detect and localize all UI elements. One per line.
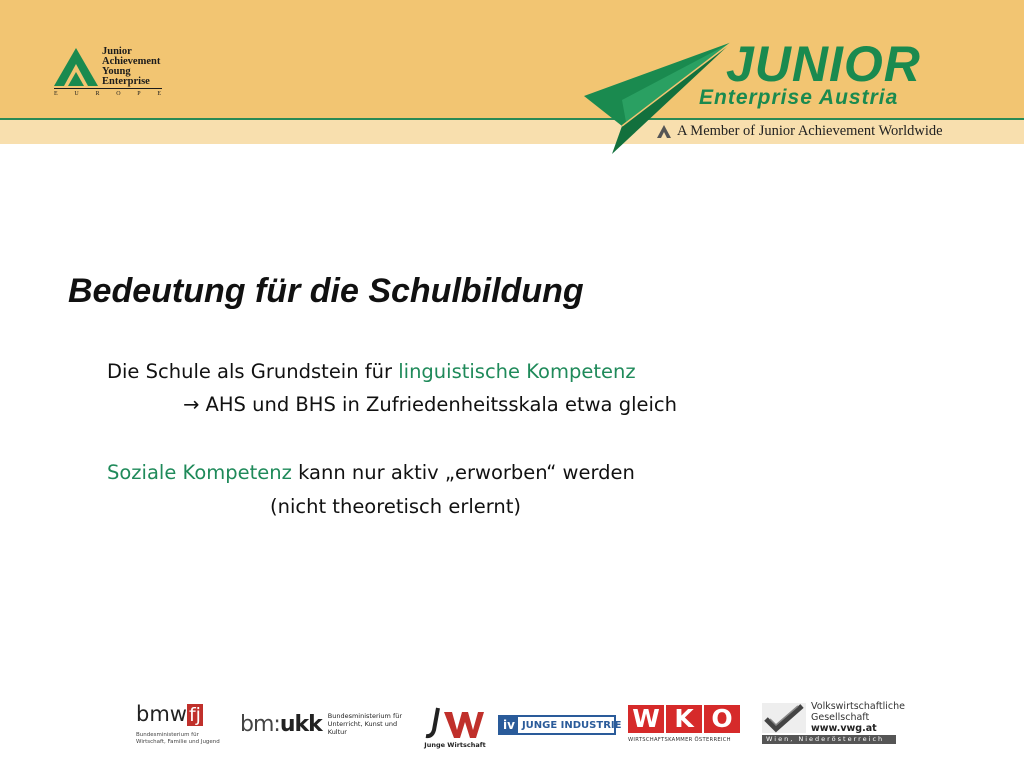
junge-industrie-logo: [498, 715, 622, 735]
jaye-region-letter: P: [137, 91, 142, 97]
member-tagline-text: A Member of Junior Achievement Worldwide: [677, 123, 943, 139]
bmwfj-logo: [136, 703, 226, 749]
jaye-region-text: [54, 91, 162, 97]
bmwfj-box: fj: [188, 704, 201, 726]
vwg-line-2: Gesellschaft: [811, 712, 870, 723]
bmwfj-wordmark: [136, 703, 226, 726]
wko-letters: [628, 705, 746, 733]
vwg-checkmark-icon: [762, 703, 806, 733]
jaye-line-3: Young: [102, 66, 131, 77]
enterprise-austria-wordmark: Enterprise Austria: [699, 86, 899, 109]
linguistic-competence-highlight: linguistische Kompetenz: [398, 360, 636, 383]
wko-letter-o: O: [704, 705, 740, 733]
iv-badge: iv: [500, 717, 518, 733]
bmwfj-sub-line-2: Wirtschaft, Familie und Jugend: [136, 739, 220, 745]
bmwfj-sub-line-1: Bundesministerium für: [136, 732, 199, 738]
junge-wirtschaft-logo: [424, 704, 486, 750]
content-line-2: [183, 393, 677, 416]
line1-prefix: Die Schule als Grundstein für: [107, 360, 399, 383]
jaye-line-1: Junior: [102, 46, 132, 57]
ja-triangle-icon: [657, 125, 671, 138]
content-line-3: [107, 461, 635, 484]
bmukk-word-b: ukk: [279, 711, 322, 737]
wko-letter-k: K: [666, 705, 702, 733]
bmukk-wordmark: [240, 712, 322, 737]
bmukk-sub-line-2: Unterricht, Kunst und Kultur: [327, 720, 398, 736]
content-line-1: [107, 360, 636, 383]
vwg-logo: [762, 701, 905, 745]
slide-title: Bedeutung für die Schulbildung: [68, 272, 584, 310]
jaye-underline: [54, 88, 162, 89]
bmukk-sub-line-1: Bundesministerium für: [327, 712, 403, 720]
line3-text: kann nur aktiv „erworben“ werden: [291, 461, 635, 484]
jaye-region-letter: U: [74, 91, 80, 97]
bmukk-subtitle: [328, 712, 412, 736]
junge-wirtschaft-mark-icon: [424, 704, 486, 740]
wko-logo: [628, 705, 746, 747]
iv-text: JUNGE INDUSTRIE: [521, 719, 622, 731]
member-tagline: [657, 123, 943, 140]
right-arrow-icon: →: [183, 393, 200, 416]
bmukk-word-a: bm:: [240, 711, 280, 737]
bmwfj-subtitle: [136, 732, 226, 746]
jaye-line-4: Enterprise: [102, 76, 150, 87]
junior-wordmark: JUNIOR: [726, 36, 921, 92]
line2-text: AHS und BHS in Zufriedenheitsskala etwa gleich: [199, 393, 677, 416]
jaye-line-2: Achievement: [102, 56, 161, 67]
vwg-region-bar: Wien, Niederösterreich: [762, 735, 896, 744]
wko-subtitle: WIRTSCHAFTSKAMMER ÖSTERREICH: [628, 737, 731, 743]
vwg-url: www.vwg.at: [811, 723, 877, 734]
content-line-4: (nicht theoretisch erlernt): [270, 495, 522, 518]
bmukk-logo: [240, 707, 412, 741]
jaye-region-letter: E: [54, 91, 59, 97]
wko-letter-w: W: [628, 705, 664, 733]
vwg-text: [811, 701, 905, 734]
vwg-line-1: Volkswirtschaftliche: [811, 701, 905, 712]
junge-wirtschaft-label: Junge Wirtschaft: [424, 741, 486, 749]
jaye-region-letter: E: [157, 91, 162, 97]
jaye-region-letter: R: [95, 91, 101, 97]
social-competence-highlight: Soziale Kompetenz: [107, 461, 292, 484]
bmwfj-prefix: bmw: [136, 702, 187, 726]
jaye-region-letter: O: [116, 91, 122, 97]
jaye-logo-text: [102, 47, 160, 87]
